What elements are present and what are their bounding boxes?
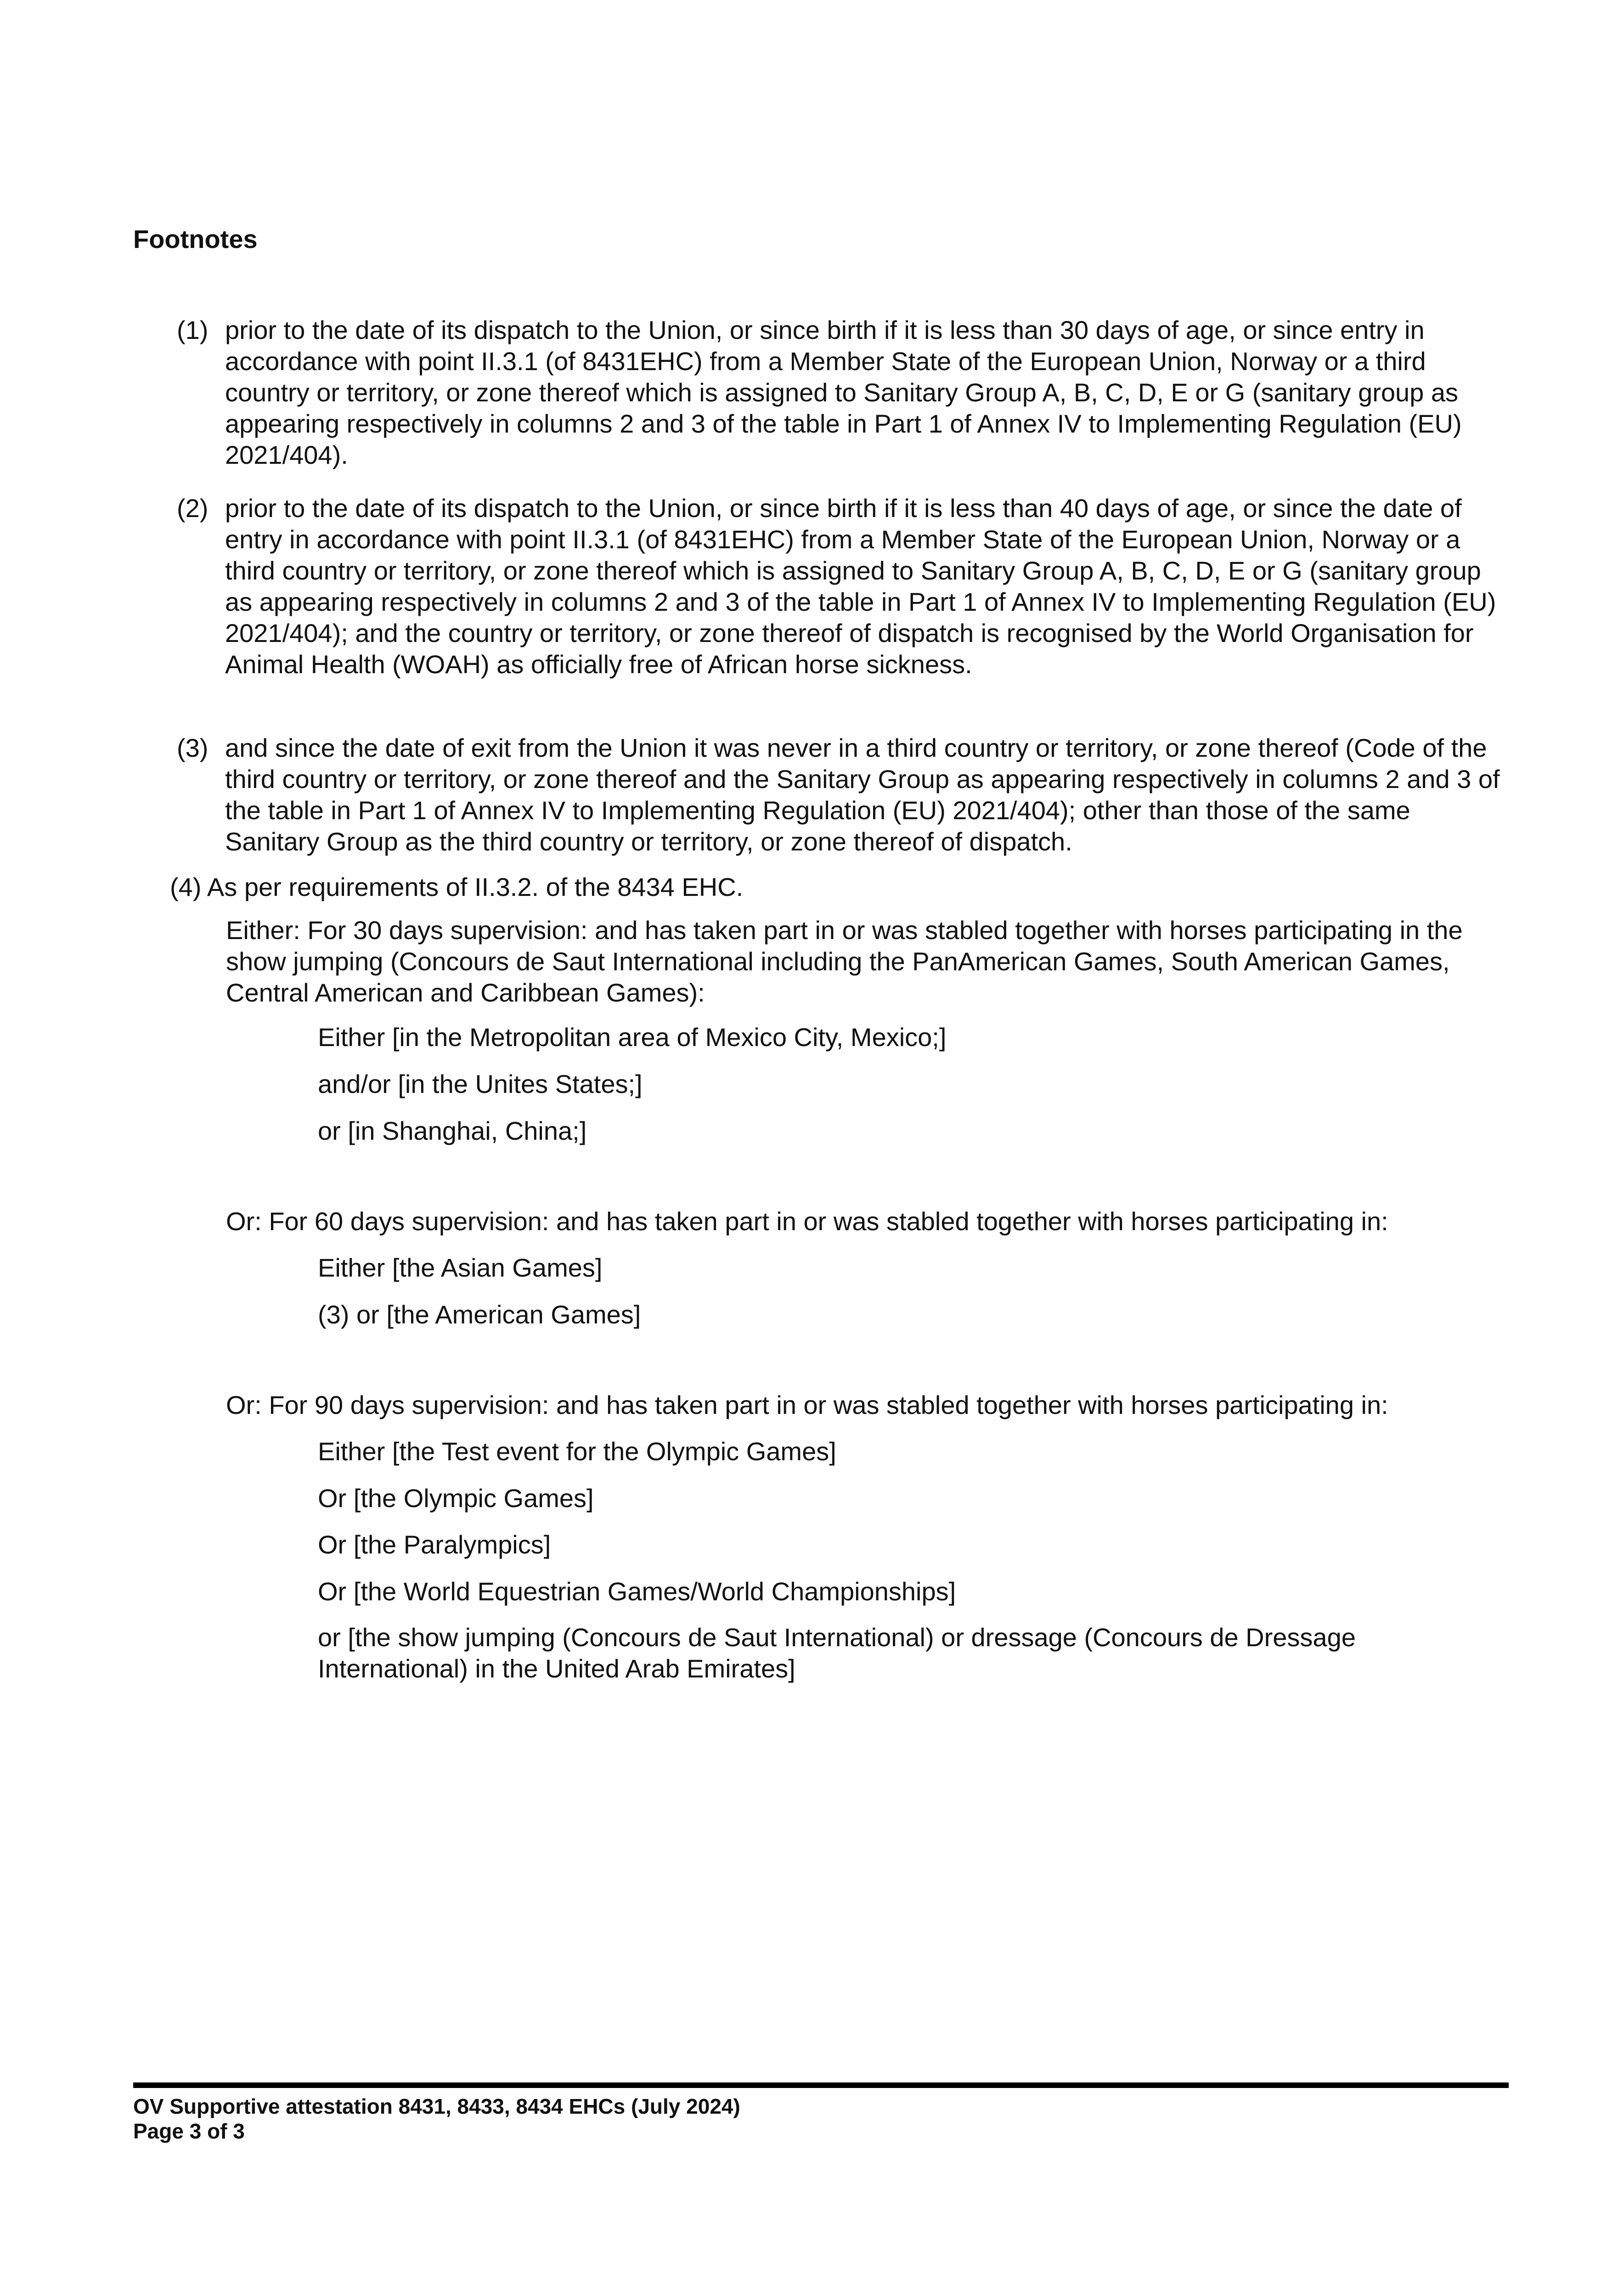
option-90-item: Or [the World Equestrian Games/World Championships] — [318, 1577, 956, 1606]
footnote-number: (2) — [177, 494, 209, 523]
page-footer — [133, 2094, 740, 2144]
page-heading: Footnotes — [133, 225, 258, 253]
option-90-item: Or [the Olympic Games] — [318, 1484, 594, 1513]
option-60-item: Either [the Asian Games] — [318, 1253, 603, 1282]
option-30-days-intro: Either: For 30 days supervision: and has taken part in or was stabled together with horses participating in the show jumping (Concours de Saut International including the PanAmerican Games, South American Games, Central American and Caribbean Games): — [226, 916, 1463, 1007]
footnote-text: and since the date of exit from the Union it was never in a third country or territory, or zone thereof (Code of the third country or territory, or zone thereof and the Sanitary Group as appearing respectively in columns 2 and 3 of the table in Part 1 of Annex IV to Implementing Regulation (EU) 2021/404); other than those of the same Sanitary Group as the third country or territory, or zone thereof of dispatch. — [225, 733, 1500, 856]
footnote-number: (1) — [177, 315, 209, 344]
footnote-4-title: (4) As per requirements of II.3.2. of the 8434 EHC. — [170, 872, 744, 901]
option-60-item: (3) or [the American Games] — [318, 1300, 641, 1329]
footnote-3 — [177, 732, 1504, 857]
option-30-item: Either [in the Metropolitan area of Mexico City, Mexico;] — [318, 1023, 947, 1052]
option-30-item: and/or [in the Unites States;] — [318, 1069, 643, 1098]
option-60-days-intro: Or: For 60 days supervision: and has taken part in or was stabled together with horses participating in: — [226, 1207, 1388, 1236]
option-90-item: Either [the Test event for the Olympic Games] — [318, 1437, 836, 1466]
footer-document-title: OV Supportive attestation 8431, 8433, 8434 EHCs (July 2024) — [133, 2094, 740, 2118]
footnote-number: (3) — [177, 733, 209, 762]
option-90-item: Or [the Paralympics] — [318, 1530, 551, 1559]
footer-divider — [133, 2082, 1509, 2088]
option-90-days-intro: Or: For 90 days supervision: and has taken part in or was stabled together with horses participating in: — [226, 1390, 1388, 1419]
footnote-2 — [177, 493, 1504, 680]
option-90-item: or [the show jumping (Concours de Saut International) or dressage (Concours de Dressage International) in the United Arab Emirates] — [318, 1623, 1356, 1683]
footnote-1 — [177, 315, 1504, 471]
footnote-text: prior to the date of its dispatch to the Union, or since birth if it is less than 30 days of age, or since entry in accordance with point II.3.1 (of 8431EHC) from a Member State of the European Union, Norway or a third country or territory, or zone thereof which is assigned to Sanitary Group A, B, C, D, E or G (sanitary group as appearing respectively in columns 2 and 3 of the table in Part 1 of Annex IV to Implementing Regulation (EU) 2021/404). — [225, 315, 1462, 469]
footnote-text: prior to the date of its dispatch to the Union, or since birth if it is less than 40 days of age, or since the date of entry in accordance with point II.3.1 (of 8431EHC) from a Member State of the European Union, Norway or a third country or territory, or zone thereof which is assigned to Sanitary Group A, B, C, D, E or G (sanitary group as appearing respectively in columns 2 and 3 of the table in Part 1 of Annex IV to Implementing Regulation (EU) 2021/404); and the country or territory, or zone thereof of dispatch is recognised by the World Organisation for Animal Health (WOAH) as officially free of African horse sickness. — [225, 494, 1496, 679]
option-30-item: or [in Shanghai, China;] — [318, 1116, 587, 1145]
footer-page-number: Page 3 of 3 — [133, 2119, 245, 2143]
